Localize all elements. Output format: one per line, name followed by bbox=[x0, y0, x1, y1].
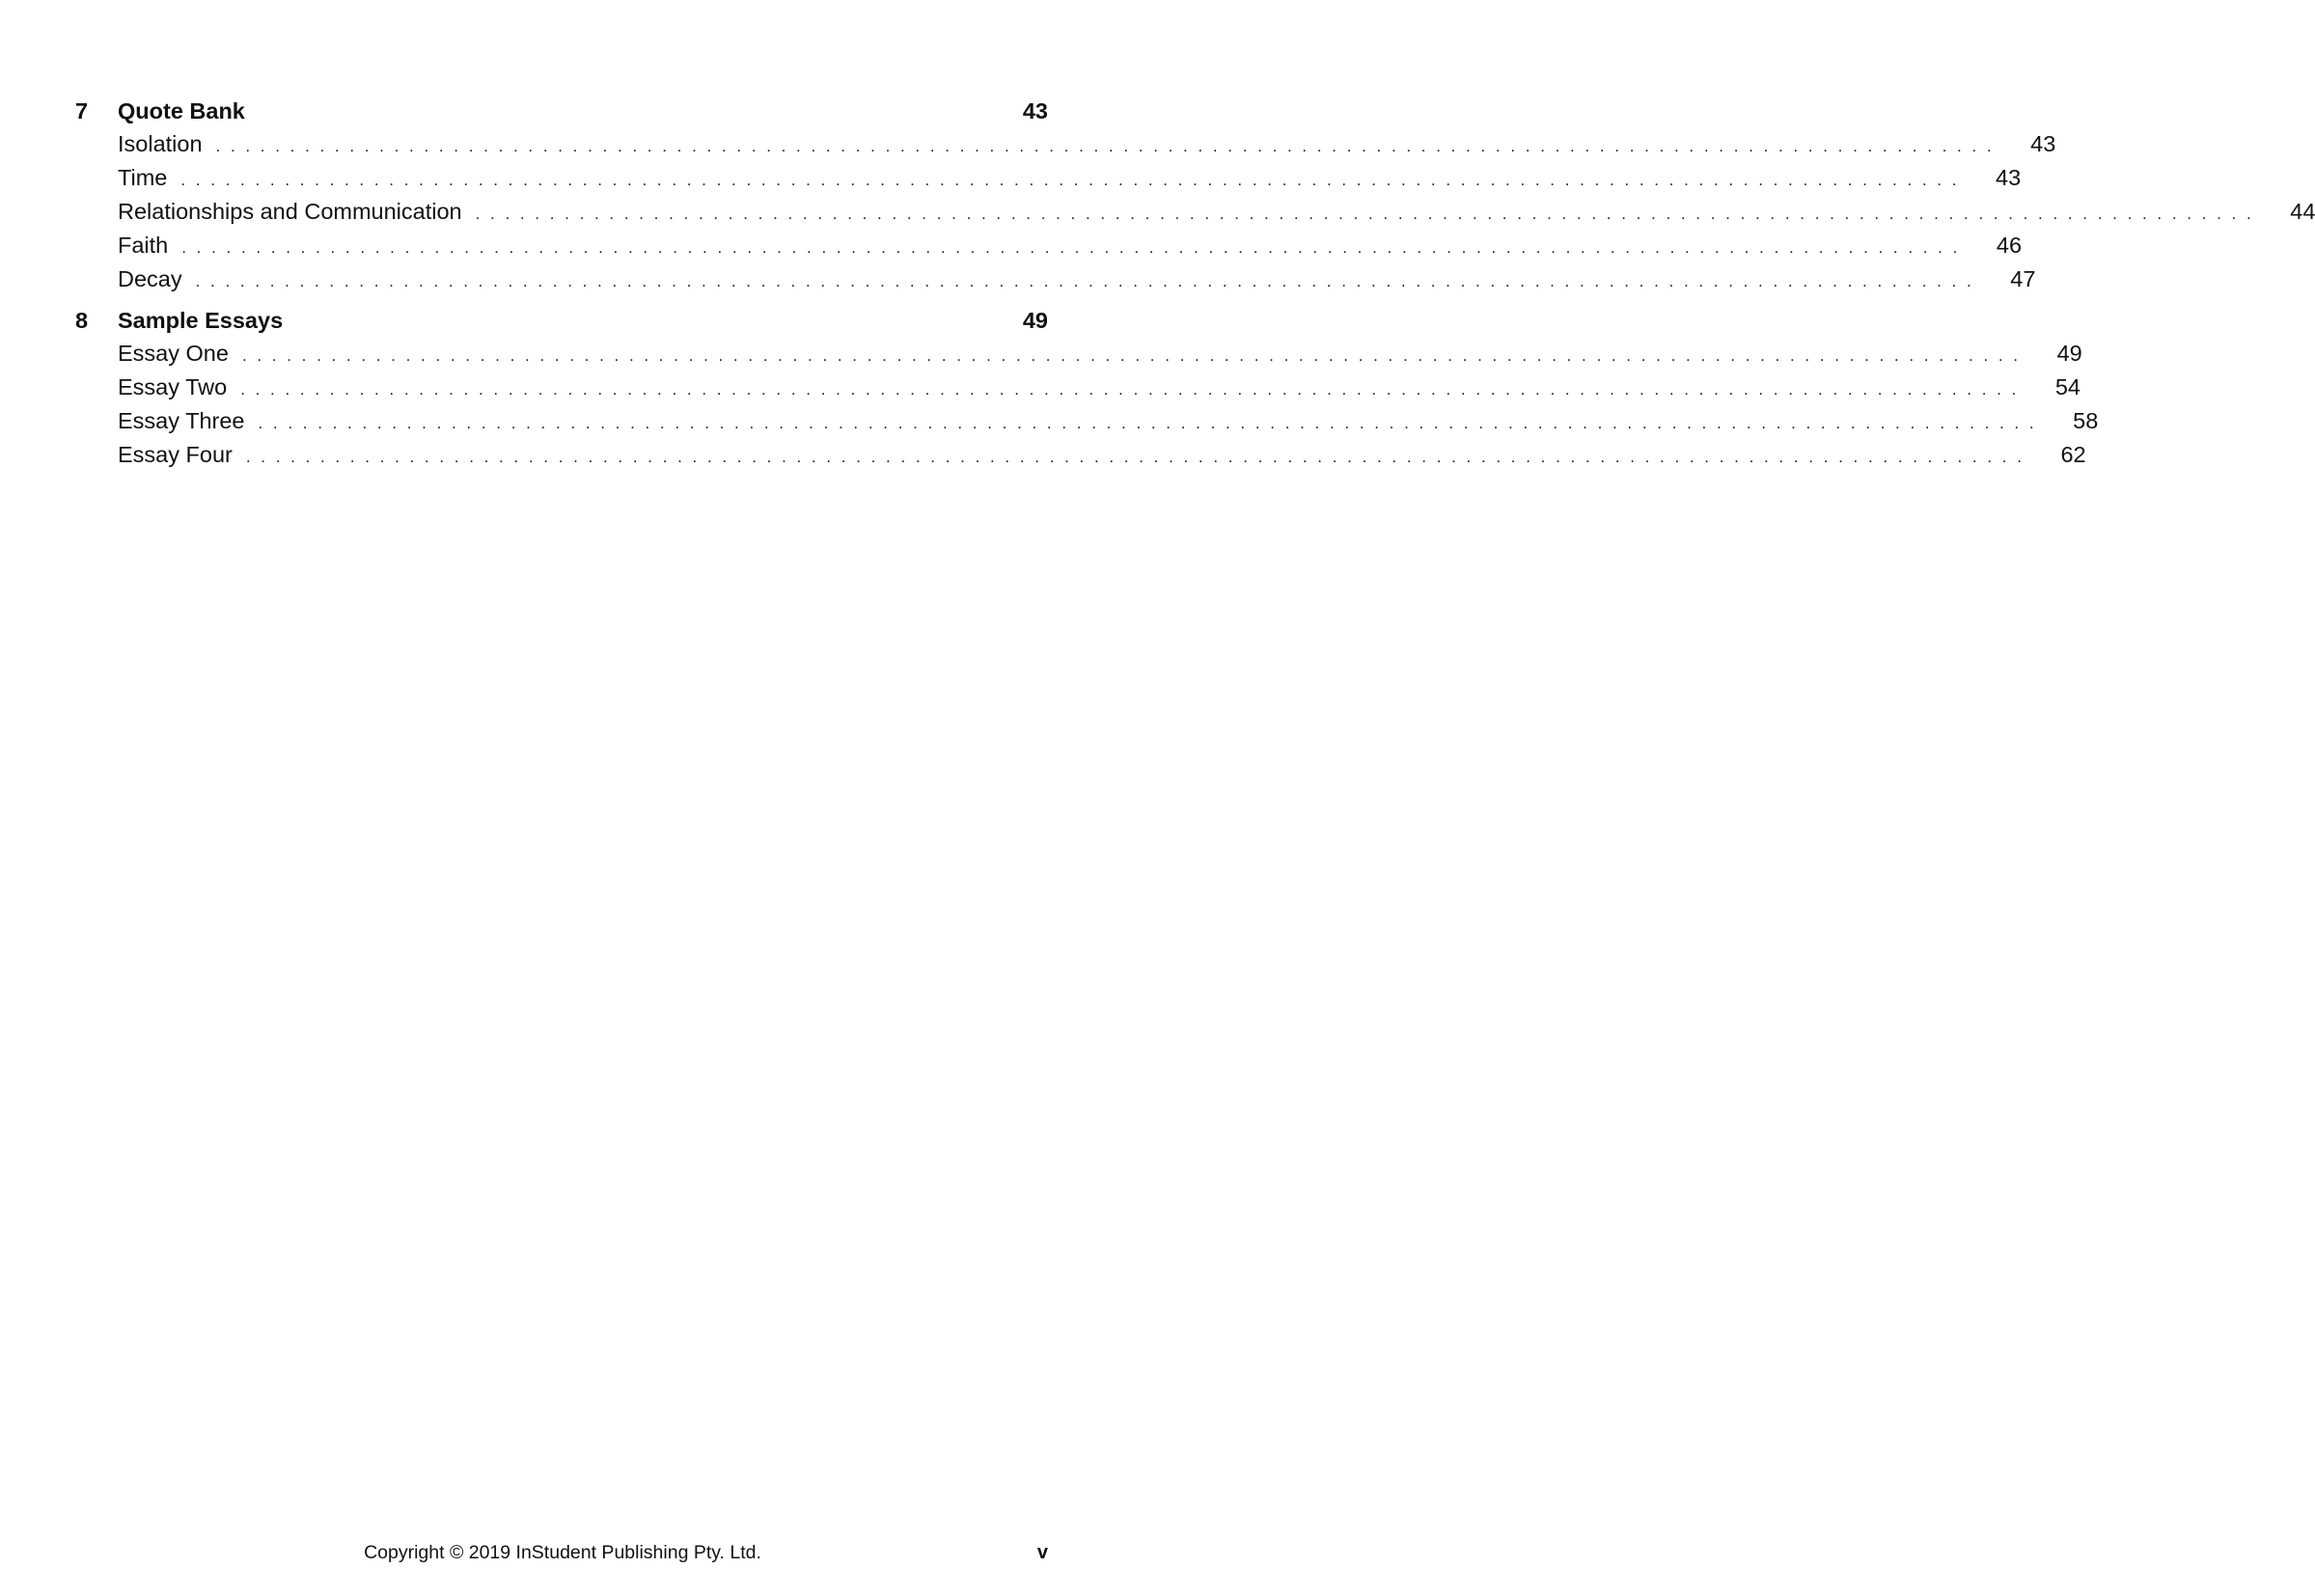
toc-entry-essay-one[interactable] bbox=[75, 337, 2082, 371]
chapter-7 bbox=[75, 95, 2315, 296]
chapter-title: Quote Bank bbox=[118, 98, 245, 124]
entry-title: Essay Three bbox=[118, 408, 245, 433]
dot-leader: ........................................................................................................................ bbox=[258, 414, 2045, 432]
toc-entry-decay[interactable] bbox=[75, 262, 2036, 296]
chapter-8 bbox=[75, 304, 2099, 472]
entry-title: Essay Two bbox=[118, 374, 228, 399]
toc-entry-essay-four[interactable] bbox=[75, 438, 2086, 472]
entry-page-number: 43 bbox=[2030, 131, 2056, 156]
entry-page-number: 54 bbox=[2054, 374, 2081, 399]
dot-leader: ........................................................................................................................ bbox=[245, 448, 2032, 466]
entry-page-number: 47 bbox=[2010, 266, 2036, 291]
entry-page-number: 44 bbox=[2290, 199, 2315, 224]
entry-title: Time bbox=[118, 165, 168, 190]
entry-page-number: 49 bbox=[2056, 341, 2082, 366]
dot-leader: ........................................................................................................................ bbox=[180, 171, 1968, 189]
copyright-notice: Copyright © 2019 InStudent Publishing Pty. Ltd. bbox=[364, 1542, 761, 1563]
toc-entry-isolation[interactable] bbox=[75, 127, 2056, 161]
toc-entry-essay-three[interactable] bbox=[75, 404, 2099, 438]
dot-leader: ........................................................................................................................ bbox=[240, 380, 2026, 399]
chapter-number: 7 bbox=[75, 98, 89, 124]
table-of-contents bbox=[75, 95, 2315, 480]
toc-entry-essay-two[interactable] bbox=[75, 371, 2081, 404]
entry-title: Faith bbox=[118, 233, 169, 258]
page-number: v bbox=[1036, 1542, 1048, 1563]
dot-leader: ........................................................................................................................ bbox=[181, 238, 1969, 257]
entry-title: Relationships and Communication bbox=[118, 199, 462, 224]
dot-leader: ........................................................................................................................ bbox=[475, 205, 2262, 223]
entry-page-number: 62 bbox=[2060, 442, 2086, 467]
chapter-page-number: 49 bbox=[1022, 308, 1048, 333]
entry-page-number: 58 bbox=[2073, 408, 2099, 433]
chapter-number: 8 bbox=[75, 308, 89, 333]
entry-page-number: 46 bbox=[1996, 233, 2023, 258]
dot-leader: ........................................................................................................................ bbox=[215, 137, 2002, 155]
entry-title: Essay Four bbox=[118, 442, 233, 467]
toc-entry-faith[interactable] bbox=[75, 229, 2023, 262]
entry-page-number: 43 bbox=[1996, 165, 2022, 190]
chapter-heading[interactable] bbox=[75, 304, 1048, 337]
toc-entry-relationships[interactable] bbox=[75, 195, 2315, 229]
toc-entry-time[interactable] bbox=[75, 161, 2022, 195]
entry-title: Essay One bbox=[118, 341, 229, 366]
chapter-heading[interactable] bbox=[75, 95, 1048, 127]
chapter-page-number: 43 bbox=[1022, 98, 1048, 124]
chapter-title: Sample Essays bbox=[118, 308, 284, 333]
dot-leader: ........................................................................................................................ bbox=[241, 346, 2028, 365]
entry-title: Decay bbox=[118, 266, 182, 291]
entry-title: Isolation bbox=[118, 131, 203, 156]
dot-leader: ........................................................................................................................ bbox=[195, 272, 1982, 290]
